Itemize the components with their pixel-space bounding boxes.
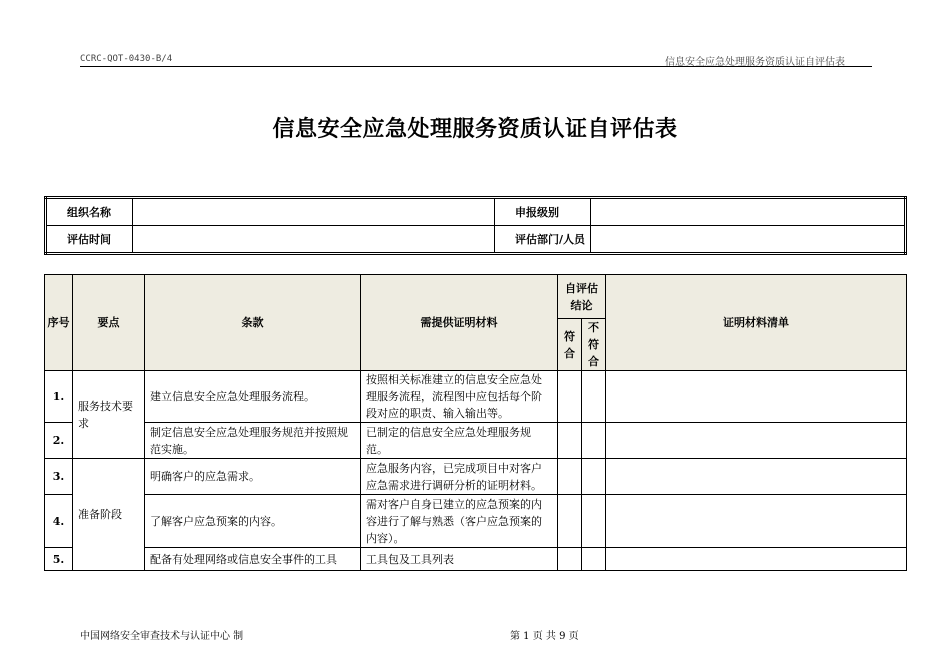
nonconform-cell[interactable] bbox=[582, 459, 606, 495]
evidence-list-cell[interactable] bbox=[606, 423, 907, 459]
row-clause: 制定信息安全应急处理服务规范并按照规范实施。 bbox=[145, 423, 361, 459]
level-label: 申报级别 bbox=[495, 198, 591, 226]
row-number: 4. bbox=[45, 495, 73, 548]
doc-code: CCRC-QOT-0430-B/4 bbox=[80, 54, 173, 64]
conform-cell[interactable] bbox=[558, 423, 582, 459]
table-row bbox=[45, 495, 907, 548]
header-rule bbox=[80, 66, 872, 67]
footer-org: 中国网络安全审查技术与认证中心 制 bbox=[80, 631, 244, 642]
dept-field[interactable] bbox=[591, 226, 906, 254]
evidence-list-cell[interactable] bbox=[606, 495, 907, 548]
evaluation-table bbox=[44, 274, 907, 571]
conform-cell[interactable] bbox=[558, 459, 582, 495]
row-number: 1. bbox=[45, 371, 73, 423]
row-clause: 配备有处理网络或信息安全事件的工具 bbox=[145, 548, 361, 571]
header-self-eval: 自评估结论 bbox=[558, 275, 606, 319]
header-list: 证明材料清单 bbox=[606, 275, 907, 371]
header-evidence: 需提供证明材料 bbox=[361, 275, 558, 371]
evidence-list-cell[interactable] bbox=[606, 371, 907, 423]
org-name-label: 组织名称 bbox=[46, 198, 133, 226]
level-field[interactable] bbox=[591, 198, 906, 226]
table-row bbox=[45, 548, 907, 571]
row-point: 准备阶段 bbox=[73, 459, 145, 571]
nonconform-cell[interactable] bbox=[582, 495, 606, 548]
conform-cell[interactable] bbox=[558, 371, 582, 423]
page-number: 第 1 页 共 9 页 bbox=[510, 631, 579, 642]
row-number: 5. bbox=[45, 548, 73, 571]
nonconform-cell[interactable] bbox=[582, 548, 606, 571]
org-name-field[interactable] bbox=[133, 198, 495, 226]
conform-cell[interactable] bbox=[558, 548, 582, 571]
row-clause: 了解客户应急预案的内容。 bbox=[145, 495, 361, 548]
header-clause: 条款 bbox=[145, 275, 361, 371]
row-evidence: 需对客户自身已建立的应急预案的内容进行了解与熟悉（客户应急预案的内容）。 bbox=[361, 495, 558, 548]
row-clause: 建立信息安全应急处理服务流程。 bbox=[145, 371, 361, 423]
header-doc-title: 信息安全应急处理服务资质认证自评估表 bbox=[665, 57, 845, 68]
row-clause: 明确客户的应急需求。 bbox=[145, 459, 361, 495]
row-number: 3. bbox=[45, 459, 73, 495]
row-evidence: 工具包及工具列表 bbox=[361, 548, 558, 571]
date-field[interactable] bbox=[133, 226, 495, 254]
header-point: 要点 bbox=[73, 275, 145, 371]
evidence-list-cell[interactable] bbox=[606, 459, 907, 495]
page-title: 信息安全应急处理服务资质认证自评估表 bbox=[272, 117, 678, 142]
row-evidence: 应急服务内容，已完成项目中对客户应急需求进行调研分析的证明材料。 bbox=[361, 459, 558, 495]
header-seq: 序号 bbox=[45, 275, 73, 371]
header-nonconform: 不符合 bbox=[582, 319, 606, 371]
table-row bbox=[45, 423, 907, 459]
table-row bbox=[45, 459, 907, 495]
date-label: 评估时间 bbox=[46, 226, 133, 254]
table-row bbox=[45, 371, 907, 423]
info-table bbox=[44, 196, 907, 255]
conform-cell[interactable] bbox=[558, 495, 582, 548]
row-evidence: 按照相关标准建立的信息安全应急处理服务流程，流程图中应包括每个阶段对应的职责、输入输出等。 bbox=[361, 371, 558, 423]
row-number: 2. bbox=[45, 423, 73, 459]
header-conform: 符合 bbox=[558, 319, 582, 371]
row-evidence: 已制定的信息安全应急处理服务规范。 bbox=[361, 423, 558, 459]
dept-label: 评估部门/人员 bbox=[495, 226, 591, 254]
row-point: 服务技术要求 bbox=[73, 371, 145, 459]
nonconform-cell[interactable] bbox=[582, 423, 606, 459]
nonconform-cell[interactable] bbox=[582, 371, 606, 423]
evidence-list-cell[interactable] bbox=[606, 548, 907, 571]
